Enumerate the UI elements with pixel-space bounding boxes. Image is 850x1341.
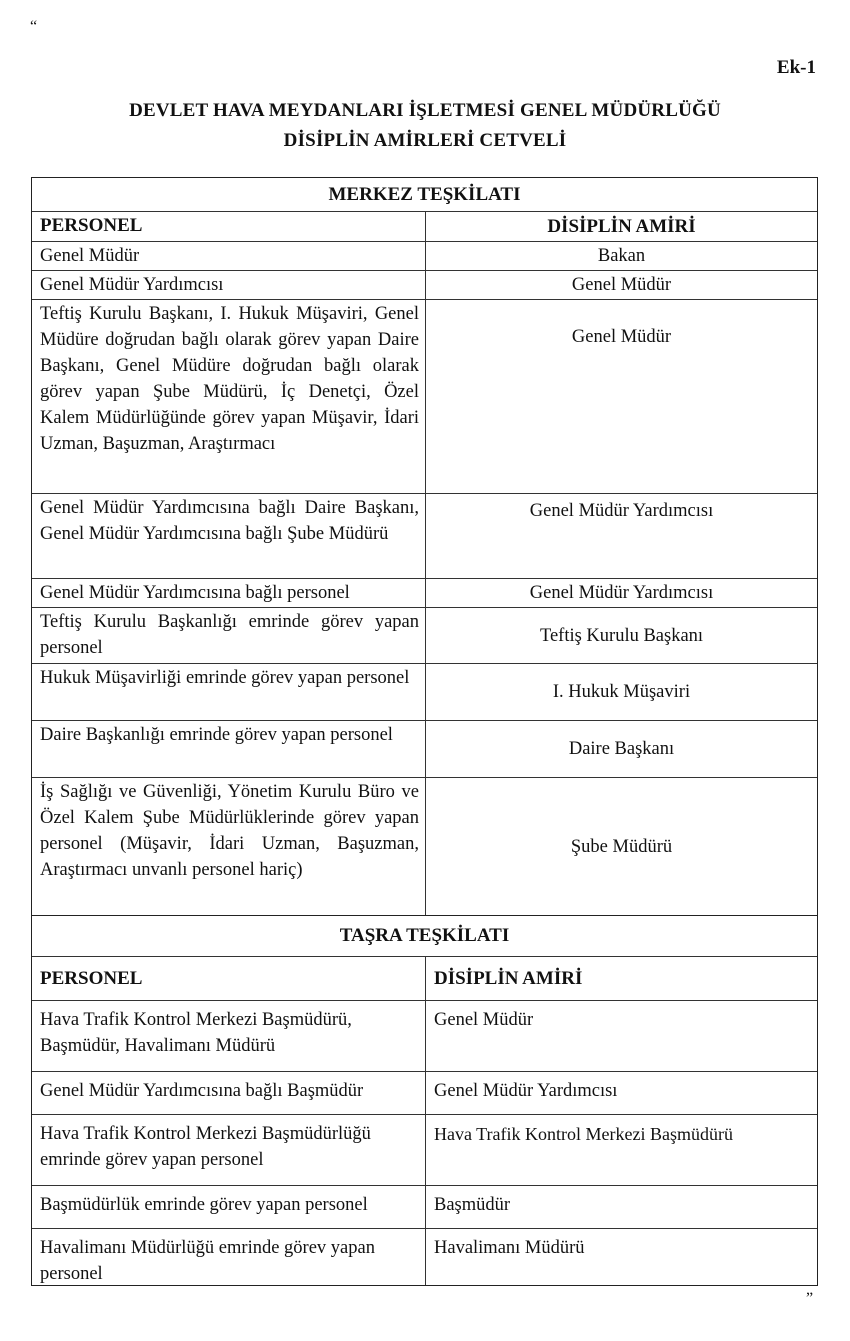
personel-cell: Genel Müdür Yardımcısına bağlı Daire Başkanı, Genel Müdür Yardımcısına bağlı Şube Müdürü bbox=[32, 494, 426, 578]
amir-cell: Daire Başkanı bbox=[568, 739, 675, 759]
tasra-header-row bbox=[32, 956, 817, 1000]
table-row bbox=[32, 720, 817, 777]
merkez-col-amir: DİSİPLİN AMİRİ bbox=[547, 215, 696, 237]
opening-quote-mark: “ bbox=[30, 18, 38, 35]
amir-cell: Teftiş Kurulu Başkanı bbox=[539, 625, 704, 646]
merkez-section-heading: MERKEZ TEŞKİLATI bbox=[328, 184, 521, 205]
personel-cell: Daire Başkanlığı emrinde görev yapan personel bbox=[32, 721, 426, 777]
personel-cell: Teftiş Kurulu Başkanı, I. Hukuk Müşaviri, Genel Müdüre doğrudan bağlı olarak görev yapan Daire Başkanı, Genel Müdüre doğrudan bağlı olarak görev yapan Şube Müdürü, İç Denetçi, Özel Kalem Müdürlüğünde görev yapan Müşavir, İdari Uzman, Başuzman, Araştırmacı bbox=[32, 300, 426, 493]
personel-cell: Havalimanı Müdürlüğü emrinde görev yapan personel bbox=[32, 1229, 426, 1285]
personel-cell: Genel Müdür Yardımcısına bağlı Başmüdür bbox=[32, 1072, 426, 1114]
table-row bbox=[32, 1000, 817, 1071]
personel-cell: Hukuk Müşavirliği emrinde görev yapan personel bbox=[32, 664, 426, 720]
table-row bbox=[32, 578, 817, 607]
personel-cell: Genel Müdür Yardımcısı bbox=[32, 271, 426, 299]
annex-label: Ek-1 bbox=[776, 57, 816, 78]
amir-cell: Genel Müdür Yardımcısı bbox=[434, 1081, 618, 1101]
personel-cell: Hava Trafik Kontrol Merkezi Başmüdürlüğü emrinde görev yapan personel bbox=[32, 1115, 426, 1185]
table-row bbox=[32, 1071, 817, 1114]
table-row bbox=[32, 1228, 817, 1285]
personel-cell: Genel Müdür Yardımcısına bağlı personel bbox=[32, 579, 426, 607]
amir-cell: Şube Müdürü bbox=[570, 836, 673, 857]
closing-quote-mark: ” bbox=[806, 1290, 814, 1307]
amir-cell: Genel Müdür bbox=[571, 327, 672, 347]
amir-cell: I. Hukuk Müşaviri bbox=[552, 682, 691, 702]
amir-cell: Genel Müdür bbox=[434, 1010, 534, 1030]
document-title: DEVLET HAVA MEYDANLARI İŞLETMESİ GENEL MÜDÜRLÜĞÜ bbox=[129, 100, 721, 121]
amir-cell: Genel Müdür bbox=[571, 275, 672, 295]
table-row bbox=[32, 777, 817, 915]
table-row bbox=[32, 1114, 817, 1185]
table-row bbox=[32, 299, 817, 493]
document-subtitle: DİSİPLİN AMİRLERİ CETVELİ bbox=[283, 130, 567, 151]
tasra-section-heading: TAŞRA TEŞKİLATI bbox=[32, 915, 817, 956]
personel-cell: Genel Müdür bbox=[32, 242, 426, 270]
amir-cell: Başmüdür bbox=[434, 1195, 511, 1215]
table-row bbox=[32, 1185, 817, 1228]
table-row bbox=[32, 493, 817, 578]
amir-cell: Bakan bbox=[597, 246, 646, 266]
amir-cell: Havalimanı Müdürü bbox=[434, 1238, 585, 1258]
merkez-col-personel: PERSONEL bbox=[32, 212, 426, 241]
personel-cell: Başmüdürlük emrinde görev yapan personel bbox=[32, 1186, 426, 1228]
personel-cell: İş Sağlığı ve Güvenliği, Yönetim Kurulu Büro ve Özel Kalem Şube Müdürlüklerinde görev yapan personel (Müşavir, İdari Uzman, Başuzman, Araştırmacı unvanlı personel hariç) bbox=[32, 778, 426, 915]
tasra-col-personel: PERSONEL bbox=[32, 957, 426, 1000]
amir-cell: Genel Müdür Yardımcısı bbox=[529, 501, 714, 521]
tasra-col-amir: DİSİPLİN AMİRİ bbox=[434, 967, 583, 989]
amir-cell: Hava Trafik Kontrol Merkezi Başmüdürü bbox=[434, 1124, 733, 1144]
table-row bbox=[32, 663, 817, 720]
table-row bbox=[32, 607, 817, 663]
table-row bbox=[32, 241, 817, 270]
table-row bbox=[32, 270, 817, 299]
amir-cell: Genel Müdür Yardımcısı bbox=[529, 583, 714, 603]
personel-cell: Hava Trafik Kontrol Merkezi Başmüdürü, Başmüdür, Havalimanı Müdürü bbox=[32, 1001, 426, 1071]
discipline-table bbox=[31, 177, 818, 1286]
personel-cell: Teftiş Kurulu Başkanlığı emrinde görev yapan personel bbox=[32, 608, 426, 663]
merkez-header-row bbox=[32, 211, 817, 241]
